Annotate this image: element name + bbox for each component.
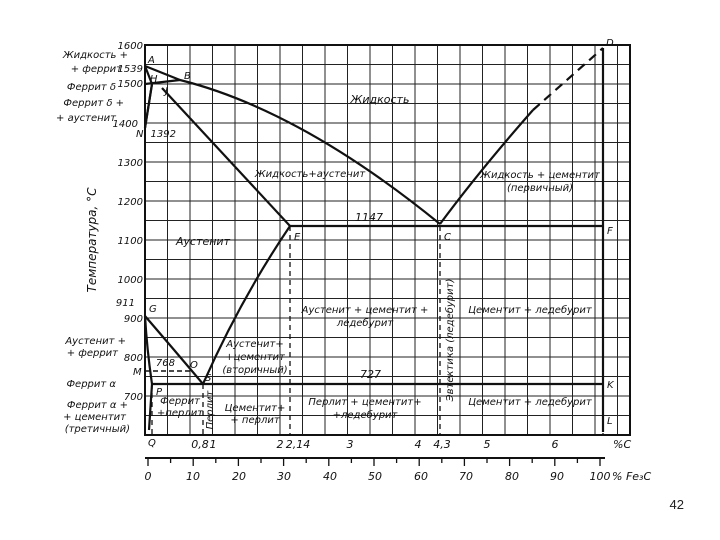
region-aus-cem-sec-3: (вторичный) bbox=[222, 365, 288, 376]
x-top-tick-0.8: 0,8 bbox=[191, 438, 209, 451]
region-cem-pearlite-2: + перлит bbox=[230, 415, 280, 426]
region-ferrite-pearlite-1: Феррит bbox=[160, 396, 200, 407]
point-H: H bbox=[150, 74, 158, 85]
point-A: A bbox=[148, 55, 155, 66]
x-bot-tick-10: 10 bbox=[186, 470, 200, 483]
point-K: K bbox=[607, 380, 614, 391]
y-tick-1200: 1200 bbox=[117, 197, 143, 208]
y-tick-800: 800 bbox=[123, 353, 143, 364]
y-tick-1300: 1300 bbox=[117, 158, 143, 169]
isotherm-1147: 1147 bbox=[355, 211, 383, 224]
region-aus-cem-sec-2: +цементит bbox=[225, 352, 285, 363]
x-axis-top-unit: %C bbox=[613, 438, 632, 451]
label-ferrite-cem-2: + цементит bbox=[63, 412, 126, 423]
x-bot-tick-40: 40 bbox=[323, 470, 337, 483]
x-axis-bottom-unit: % Fe₃C bbox=[612, 470, 652, 483]
label-aust-ferrite-1: Аустенит + bbox=[65, 336, 126, 347]
region-ferrite-pearlite-2: +перлит bbox=[156, 408, 204, 419]
region-liquid: Жидкость bbox=[350, 93, 410, 106]
point-G: G bbox=[149, 304, 157, 315]
y-tick-1400: 1400 bbox=[112, 119, 138, 130]
region-austenite: Аустенит bbox=[175, 235, 231, 248]
slide-number: 42 bbox=[669, 497, 684, 512]
x-bot-tick-70: 70 bbox=[459, 470, 473, 483]
x-bot-tick-30: 30 bbox=[277, 470, 291, 483]
point-L: L bbox=[607, 416, 613, 427]
y-tick-1392: 1392 bbox=[150, 129, 176, 140]
x-axis-bottom-tick-marks bbox=[148, 458, 600, 466]
label-ferrite-cem-3: (третичный) bbox=[64, 424, 130, 435]
region-eutectic-vertical: Эвтектика (ледебурит) bbox=[445, 278, 456, 402]
x-bot-tick-80: 80 bbox=[505, 470, 519, 483]
region-aus-cem-led-1: Аустенит + цементит + bbox=[301, 305, 429, 316]
point-N: N bbox=[136, 129, 144, 140]
point-D: D bbox=[606, 38, 614, 49]
region-cem-led-upper: Цементит + ледебурит bbox=[468, 305, 592, 316]
x-bot-tick-90: 90 bbox=[550, 470, 564, 483]
region-pearl-cem-led-2: +ледебурит bbox=[332, 410, 398, 421]
x-bot-tick-60: 60 bbox=[414, 470, 428, 483]
x-top-tick-3: 3 bbox=[346, 438, 354, 451]
y-tick-1500: 1500 bbox=[117, 79, 143, 90]
liquidus-cd-dashed bbox=[533, 48, 603, 110]
region-liquid-cementite-1: Жидкость + цементит bbox=[480, 170, 600, 181]
region-cem-pearlite-1: Цементит+ bbox=[224, 403, 286, 414]
y-axis-label: Температура, °С bbox=[85, 187, 99, 293]
region-liquid-austenite: Жидкость+аустенит bbox=[254, 169, 366, 180]
point-E: E bbox=[294, 232, 301, 243]
point-J: J bbox=[165, 86, 168, 97]
x-bot-tick-0: 0 bbox=[144, 470, 152, 483]
x-top-tick-5: 5 bbox=[483, 438, 491, 451]
y-tick-900: 900 bbox=[123, 314, 143, 325]
point-B: B bbox=[184, 71, 191, 82]
region-cem-led-lower: Цементит + ледебурит bbox=[468, 397, 592, 408]
label-ferrite-aust-1: Феррит δ + bbox=[63, 98, 124, 109]
x-axis-top-ticks bbox=[191, 438, 558, 451]
region-aus-cem-led-2: ледебурит bbox=[336, 318, 394, 329]
point-F: F bbox=[607, 226, 613, 237]
x-bot-tick-100: 100 bbox=[589, 470, 611, 483]
x-top-tick-2.14: 2,14 bbox=[285, 438, 311, 451]
label-aust-ferrite-2: + феррит bbox=[66, 348, 118, 359]
y-tick-768: 768 bbox=[155, 358, 175, 369]
y-tick-1600: 1600 bbox=[117, 41, 143, 52]
point-Q: Q bbox=[148, 438, 156, 449]
region-pearlite-vertical: Перлит bbox=[205, 390, 216, 430]
y-tick-700: 700 bbox=[123, 392, 143, 403]
y-tick-1000: 1000 bbox=[117, 275, 143, 286]
label-ferrite-alpha: Феррит α bbox=[66, 379, 116, 390]
point-O: O bbox=[190, 360, 198, 371]
x-bot-tick-20: 20 bbox=[232, 470, 246, 483]
x-top-tick-1: 1 bbox=[209, 438, 217, 451]
liquidus-cd bbox=[440, 110, 533, 224]
y-tick-1539: 1539 bbox=[117, 64, 143, 75]
label-ferrite-delta: Феррит δ bbox=[66, 82, 116, 93]
x-axis-bottom-ticks bbox=[145, 470, 611, 483]
label-liquid-ferrite-1: Жидкость + bbox=[62, 50, 128, 61]
point-M: M bbox=[133, 367, 142, 378]
x-top-tick-6: 6 bbox=[551, 438, 559, 451]
point-S: S bbox=[205, 373, 212, 384]
point-P: P bbox=[156, 387, 163, 398]
x-top-tick-4: 4 bbox=[414, 438, 422, 451]
label-liquid-ferrite-2: + феррит bbox=[70, 64, 122, 75]
label-ferrite-cem-1: Феррит α + bbox=[66, 400, 128, 411]
line-jn bbox=[145, 84, 152, 128]
line-gp bbox=[145, 316, 152, 384]
x-top-tick-2: 2 bbox=[276, 438, 284, 451]
isotherm-727: 727 bbox=[360, 368, 381, 381]
y-tick-1100: 1100 bbox=[117, 236, 143, 247]
y-tick-911: 911 bbox=[115, 298, 135, 309]
region-pearl-cem-led-1: Перлит + цементит+ bbox=[308, 397, 422, 408]
region-liquid-cementite-2: (первичный) bbox=[506, 183, 574, 194]
solidus-je bbox=[162, 88, 290, 226]
x-bot-tick-50: 50 bbox=[368, 470, 382, 483]
label-ferrite-aust-2: + аустенит bbox=[56, 113, 116, 124]
point-C: C bbox=[444, 232, 451, 243]
x-top-tick-4.3: 4,3 bbox=[433, 438, 451, 451]
region-aus-cem-sec-1: Аустенит+ bbox=[226, 339, 284, 350]
line-gs bbox=[145, 316, 203, 384]
liquidus-abc bbox=[145, 66, 440, 224]
